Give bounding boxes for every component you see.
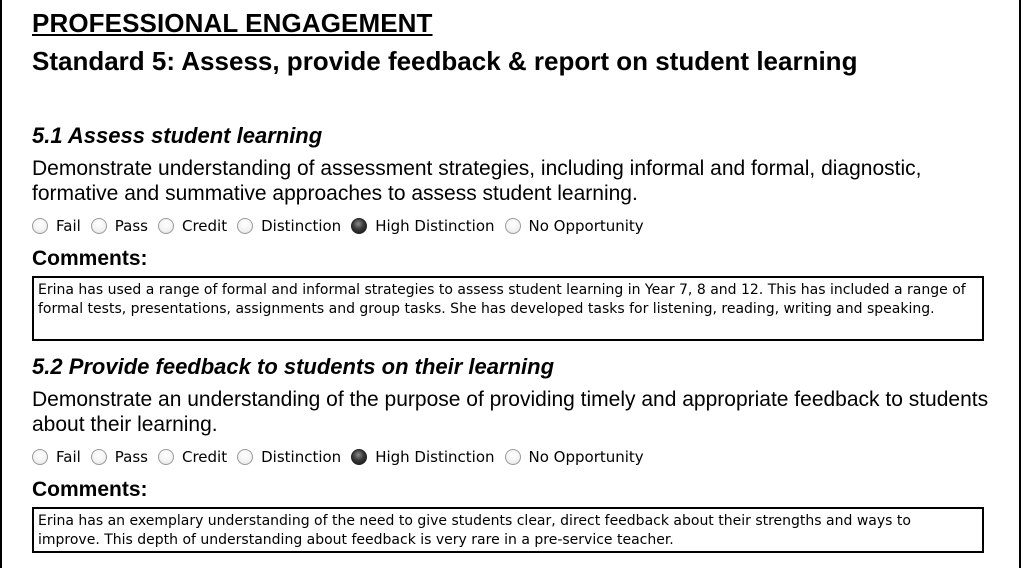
criterion-title: 5.1 Assess student learning xyxy=(32,123,323,148)
criterion-5-1 xyxy=(32,122,992,341)
rating-option-no-opportunity[interactable] xyxy=(505,448,644,466)
comment-textarea[interactable]: Erina has used a range of formal and informal strategies to assess student learning in Year 7, 8 and 12. This has included a range of formal tests, presentations, assignments and group tasks. She has developed tasks for listening, reading, writing and speaking. xyxy=(32,276,984,341)
rating-label-fail: Fail xyxy=(56,448,81,466)
radio-no-opportunity[interactable] xyxy=(505,449,521,465)
rating-option-fail[interactable] xyxy=(32,217,81,235)
section-title: PROFESSIONAL ENGAGEMENT xyxy=(32,8,433,38)
rating-label-distinction: Distinction xyxy=(261,448,342,466)
radio-high-distinction[interactable] xyxy=(351,449,367,465)
radio-fail[interactable] xyxy=(32,449,48,465)
rating-option-high-distinction[interactable] xyxy=(351,448,494,466)
rating-label-high-distinction: High Distinction xyxy=(375,217,495,235)
rating-label-pass: Pass xyxy=(114,448,148,466)
radio-pass[interactable] xyxy=(91,218,107,234)
comment-textarea[interactable]: Erina has an exemplary understanding of the need to give students clear, direct feedback about their strengths and ways to improve. This depth of understanding about feedback is very rare in a pre-service teacher. xyxy=(32,507,984,553)
comments-label: Comments: xyxy=(32,247,148,270)
rating-option-pass[interactable] xyxy=(91,217,148,235)
criterion-description: Demonstrate understanding of assessment strategies, including informal and formal, diagnostic, formative and summative approaches to assess student learning. xyxy=(32,157,922,205)
rating-option-credit[interactable] xyxy=(158,217,227,235)
radio-credit[interactable] xyxy=(158,449,174,465)
rating-label-fail: Fail xyxy=(56,217,81,235)
rating-label-pass: Pass xyxy=(114,217,148,235)
rating-option-no-opportunity[interactable] xyxy=(505,217,644,235)
rating-label-no-opportunity: No Opportunity xyxy=(528,448,644,466)
rating-label-credit: Credit xyxy=(181,448,228,466)
rating-option-pass[interactable] xyxy=(91,448,148,466)
radio-no-opportunity[interactable] xyxy=(505,218,521,234)
rating-label-high-distinction: High Distinction xyxy=(375,448,495,466)
criterion-title: 5.2 Provide feedback to students on their learning xyxy=(32,354,555,379)
radio-credit[interactable] xyxy=(158,218,174,234)
rating-option-credit[interactable] xyxy=(158,448,227,466)
radio-distinction[interactable] xyxy=(237,449,253,465)
criterion-description: Demonstrate an understanding of the purpose of providing timely and appropriate feedback to students about their learning. xyxy=(32,388,989,436)
rating-option-high-distinction[interactable] xyxy=(351,217,494,235)
rating-group xyxy=(32,215,992,237)
standard-title: Standard 5: Assess, provide feedback & report on student learning xyxy=(32,46,858,76)
radio-pass[interactable] xyxy=(91,449,107,465)
rating-label-credit: Credit xyxy=(181,217,228,235)
rating-option-distinction[interactable] xyxy=(237,448,341,466)
comments-label: Comments: xyxy=(32,478,148,501)
criterion-5-2 xyxy=(32,353,992,553)
rating-label-no-opportunity: No Opportunity xyxy=(528,217,644,235)
radio-high-distinction[interactable] xyxy=(351,218,367,234)
rating-group xyxy=(32,446,992,468)
radio-fail[interactable] xyxy=(32,218,48,234)
rating-option-distinction[interactable] xyxy=(237,217,341,235)
rating-label-distinction: Distinction xyxy=(261,217,342,235)
radio-distinction[interactable] xyxy=(237,218,253,234)
rating-option-fail[interactable] xyxy=(32,448,81,466)
